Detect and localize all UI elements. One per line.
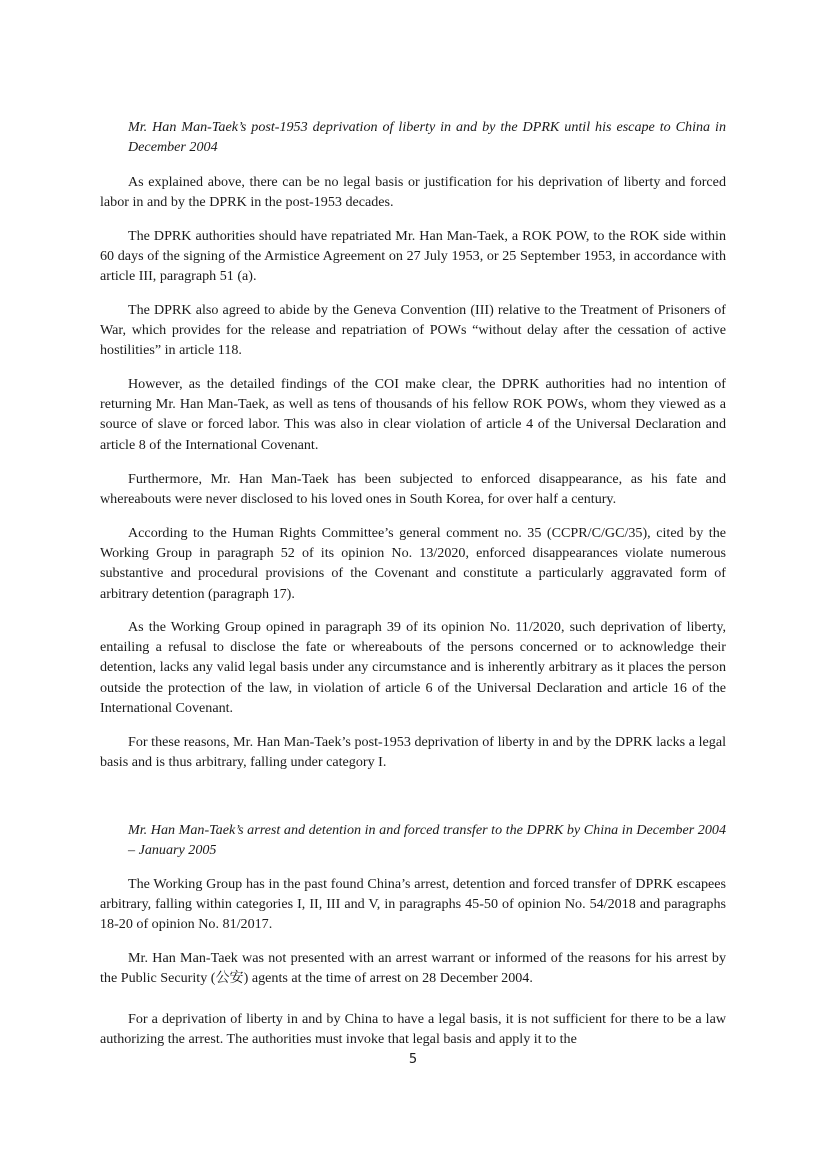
paragraph: As the Working Group opined in paragraph 39 of its opinion No. 11/2020, such deprivation of liberty, entailing a refusal to disclose the fate or whereabouts of the persons concerned or to acknowledge their detention, lacks any valid legal basis under any circumstance and is inherently arbitrary as it places the person outside the protection of the law, in violation of article 6 of the Universal Declaration and article 16 of the International Covenant. <box>100 619 726 716</box>
paragraph: According to the Human Rights Committee’s general comment no. 35 (CCPR/C/GC/35), cited by the Working Group in paragraph 52 of its opinion No. 13/2020, enforced disappearances violate numerous substantive and procedural provisions of the Covenant and constitute a particularly aggravated form of arbitrary detention (paragraph 17). <box>100 525 726 602</box>
paragraph: As explained above, there can be no legal basis or justification for his deprivation of liberty and forced labor in and by the DPRK in the post-1953 decades. <box>100 174 726 211</box>
paragraph: For these reasons, Mr. Han Man-Taek’s post-1953 deprivation of liberty in and by the DPRK lacks a legal basis and is thus arbitrary, falling under category I. <box>100 734 726 771</box>
section-heading-post-1953: Mr. Han Man-Taek’s post-1953 deprivation of liberty in and by the DPRK until his escape to China in December 2004 <box>128 119 726 156</box>
paragraph: The Working Group has in the past found China’s arrest, detention and forced transfer of DPRK escapees arbitrary, falling within categories I, II, III and V, in paragraphs 45-50 of opinion No. 54/2018 and paragraphs 18-20 of opinion No. 81/2017. <box>100 876 726 933</box>
paragraph: However, as the detailed findings of the COI make clear, the DPRK authorities had no intention of returning Mr. Han Man-Taek, as well as tens of thousands of his fellow ROK POWs, whom they viewed as a source of slave or forced labor. This was also in clear violation of article 4 of the Universal Declaration and article 8 of the International Covenant. <box>100 376 726 453</box>
paragraph: For a deprivation of liberty in and by China to have a legal basis, it is not sufficient for there to be a law authorizing the arrest. The authorities must invoke that legal basis and apply it to the <box>100 1011 726 1048</box>
paragraph: The DPRK authorities should have repatriated Mr. Han Man-Taek, a ROK POW, to the ROK side within 60 days of the signing of the Armistice Agreement on 27 July 1953, or 25 September 1953, in accordance with article III, paragraph 51 (a). <box>100 228 726 285</box>
page-number: 5 <box>408 1052 418 1067</box>
paragraph: Furthermore, Mr. Han Man-Taek has been subjected to enforced disappearance, as his fate and whereabouts were never disclosed to his loved ones in South Korea, for over half a century. <box>100 471 726 508</box>
section-heading-arrest-china: Mr. Han Man-Taek’s arrest and detention in and forced transfer to the DPRK by China in December 2004 – January 2005 <box>128 822 726 859</box>
paragraph: The DPRK also agreed to abide by the Geneva Convention (III) relative to the Treatment of Prisoners of War, which provides for the release and repatriation of POWs “without delay after the cessation of active hostilities” in article 118. <box>100 302 726 359</box>
paragraph: Mr. Han Man-Taek was not presented with an arrest warrant or informed of the reasons for his arrest by the Public Security (公安) agents at the time of arrest on 28 December 2004. <box>100 950 726 987</box>
